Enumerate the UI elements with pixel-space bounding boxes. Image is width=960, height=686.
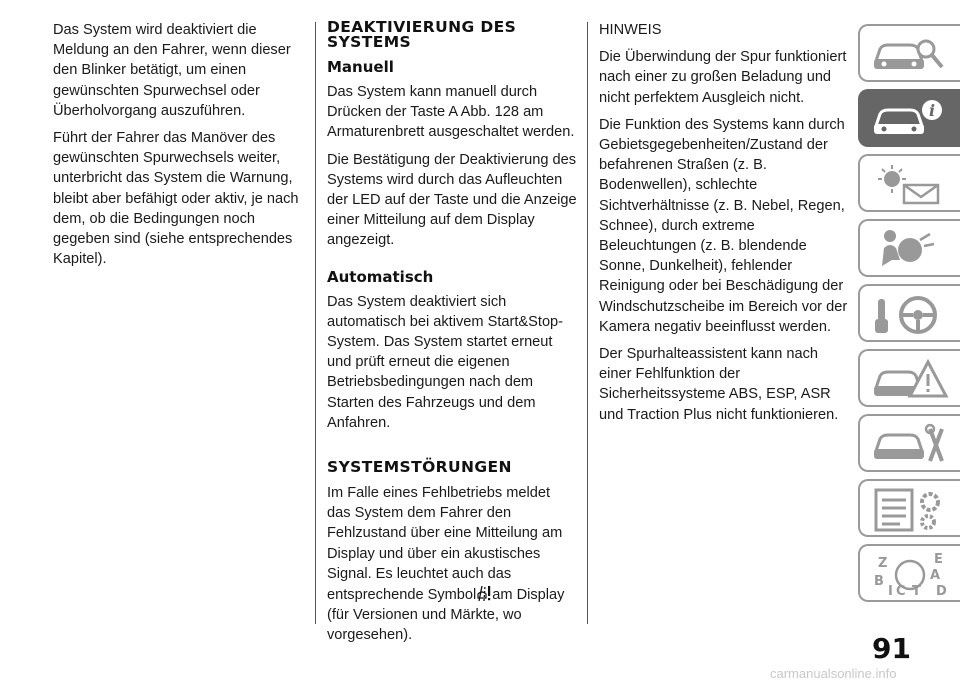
warning-lights-icon <box>870 161 950 207</box>
index-letter: E <box>934 552 943 567</box>
lane-warning-symbol-icon <box>476 584 492 602</box>
subheading-manual: Manuell <box>327 58 394 76</box>
svg-text:i: i <box>928 101 936 120</box>
section-heading-deactivation: DEAKTIVIERUNG DES SYSTEMS <box>327 18 517 51</box>
text-column-2 <box>327 20 577 653</box>
paragraph: Das System kann manuell durch Drücken der Taste A Abb. 128 am Armaturenbrett ausgeschaltet werden. <box>327 84 575 141</box>
subheading-automatic: Automatisch <box>327 267 434 286</box>
paragraph: Das System wird deaktiviert die Meldung an den Fahrer, wenn dieser den Blinker betätigt, um einen gewünschten Spurwechsel oder Überholvorgang auszuführen. <box>53 22 291 119</box>
index-letter: I <box>888 584 893 597</box>
paragraph: Der Spurhalteassistent kann nach einer Fehlfunktion der Sicherheitssysteme ABS, ESP, ASR und Traction Plus nicht funktionieren. <box>599 346 839 423</box>
index-letter: B <box>874 574 884 589</box>
tab-car-warning[interactable] <box>858 349 960 407</box>
column-divider-2 <box>587 22 588 624</box>
tab-car-info[interactable] <box>858 89 960 147</box>
fault-text-after: am Display (für Versionen und Märkte, wo vorgesehen). <box>327 587 565 644</box>
chapter-index-sidebar <box>858 24 960 609</box>
tab-car-service[interactable] <box>858 414 960 472</box>
index-letter: C <box>896 584 906 597</box>
text-column-3 <box>599 20 849 432</box>
paragraph: Die Bestätigung der Deaktivierung des Systems wird durch das Aufleuchten der LED auf der Taste und die Anzeige einer Mitteilung auf dem Display angezeigt. <box>327 151 577 249</box>
paragraph: Das System deaktiviert sich automatisch bei aktivem Start&Stop-System. Das System startet erneut und prüft erneut die eigenen Betriebsbedingungen nach dem Starten des Fahrzeugs und dem Anfahren. <box>327 293 564 431</box>
specs-list-gear-icon <box>870 486 950 532</box>
watermark: carmanualsonline.info <box>770 666 897 681</box>
section-heading-faults: SYSTEMSTÖRUNGEN <box>327 458 512 477</box>
car-service-wrench-icon <box>870 421 950 467</box>
paragraph-fault <box>327 483 577 646</box>
paragraph: Führt der Fahrer das Manöver des gewünschten Spurwechsels weiter, unterbricht das System die Warnung, bleibt aber befähigt oder aktiv, je nach dem, ob die Bedingungen noch gegeben sind (siehe entsprechendes Kapitel). <box>53 130 299 268</box>
page-number: 91 <box>872 632 911 665</box>
tab-specs[interactable] <box>858 479 960 537</box>
airbag-person-icon <box>870 226 950 272</box>
index-letter: T <box>912 584 921 597</box>
paragraph: Die Überwindung der Spur funktioniert nach einer zu großen Beladung und nicht perfektem Ausgleich nicht. <box>599 49 847 106</box>
text-column-1 <box>53 20 303 276</box>
index-letter: A <box>930 568 941 583</box>
alphabetical-index-icon <box>870 551 950 597</box>
index-letter: Z <box>878 556 888 571</box>
paragraph: Die Funktion des Systems kann durch Gebietsgegebenheiten/Zustand der befahrenen Straßen (z. B. Bodenwellen), schlechte Sichtverhältnisse (z. B. Nebel, Regen, Schnee), durch extreme Beleuchtungen (z. B. blendende Sonne, Dunkelheit), fehlender Reinigung oder bei Beschädigung der Windschutzscheibe im Bereich vor der Kamera negativ beeinflusst werden. <box>599 116 848 335</box>
note-title: HINWEIS <box>599 22 662 38</box>
fault-text-before: Im Falle eines Fehlbetriebs meldet das System dem Fahrer den Fehlzustand über eine Mitteilung am Display und über ein akustisches Signal. Es leuchtet auch das entsprechende Symbol <box>327 485 563 604</box>
tab-airbag[interactable] <box>858 219 960 277</box>
car-warning-triangle-icon <box>870 356 950 402</box>
tab-steering-key[interactable] <box>858 284 960 342</box>
index-letter: D <box>936 584 947 597</box>
tab-warning-lights[interactable] <box>858 154 960 212</box>
steering-wheel-key-icon <box>870 291 950 337</box>
car-info-icon <box>870 96 950 142</box>
column-divider-1 <box>315 22 316 624</box>
car-search-icon <box>870 31 950 77</box>
tab-car-search[interactable] <box>858 24 960 82</box>
tab-index[interactable] <box>858 544 960 602</box>
